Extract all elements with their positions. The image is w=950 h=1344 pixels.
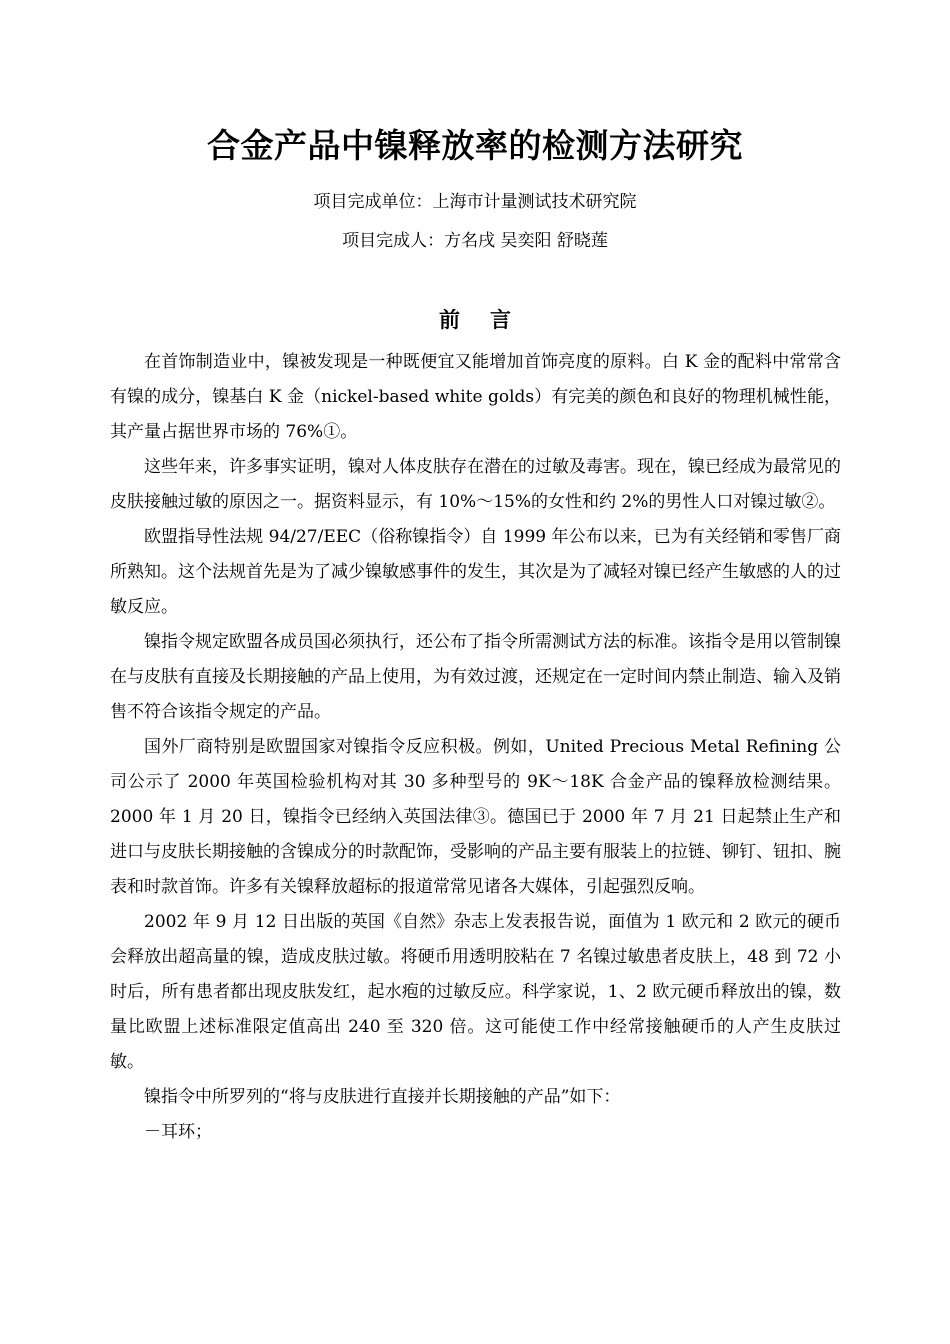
paragraph-7: 镍指令中所罗列的“将与皮肤进行直接并长期接触的产品”如下： <box>144 1087 621 1107</box>
paragraph-1: 在首饰制造业中，镍被发现是一种既便宜又能增加首饰亮度的原料。白 K 金的配料中常常含有镍的成分，镍基白 K 金（nickel-based white golds）有完美的颜色和良好的物理机械性能，其产量占据世界市场的 76%①。 <box>110 352 841 442</box>
paragraph-3: 欧盟指导性法规 94/27/EEC（俗称镍指令）自 1999 年公布以来，已为有关经销和零售厂商所熟知。这个法规首先是为了减少镍敏感事件的发生，其次是为了减轻对镍已经产生敏感的人的过敏反应。 <box>110 527 841 617</box>
paragraph-6: 2002 年 9 月 12 日出版的英国《自然》杂志上发表报告说，面值为 1 欧元和 2 欧元的硬币会释放出超高量的镍，造成皮肤过敏。将硬币用透明胶粘在 7 名镍过敏患者皮肤上，48 到 72 小时后，所有患者都出现皮肤发红，起水疱的过敏反应。科学家说，1、2 欧元硬币释放出的镍，数量比欧盟上述标准限定值高出 240 至 320 倍。这可能使工作中经常接触硬币的人产生皮肤过敏。 <box>110 912 841 1072</box>
section-heading-preface: 前言 <box>439 308 541 332</box>
project-people-line: 项目完成人：方名戌 吴奕阳 舒晓莲 <box>342 231 608 251</box>
document-title: 合金产品中镍释放率的检测方法研究 <box>207 126 743 165</box>
paragraph-4: 镍指令规定欧盟各成员国必须执行，还公布了指令所需测试方法的标准。该指令是用以管制镍在与皮肤有直接及长期接触的产品上使用，为有效过渡，还规定在一定时间内禁止制造、输入及销售不符合该指令规定的产品。 <box>110 632 841 722</box>
document-body <box>110 345 841 1150</box>
paragraph-2: 这些年来，许多事实证明，镍对人体皮肤存在潜在的过敏及毒害。现在，镍已经成为最常见的皮肤接触过敏的原因之一。据资料显示，有 10%～15%的女性和约 2%的男性人口对镍过敏②。 <box>110 457 841 512</box>
project-unit-line: 项目完成单位：上海市计量测试技术研究院 <box>313 192 637 212</box>
paragraph-5: 国外厂商特别是欧盟国家对镍指令反应积极。例如，United Precious Metal Refining 公司公示了 2000 年英国检验机构对其 30 多种型号的 9K～18K 合金产品的镍释放检测结果。2000 年 1 月 20 日，镍指令已经纳入英国法律③。德国已于 2000 年 7 月 21 日起禁止生产和进口与皮肤长期接触的含镍成分的时款配饰，受影响的产品主要有服装上的拉链、铆钉、钮扣、腕表和时款首饰。许多有关镍释放超标的报道常常见诸各大媒体，引起强烈反响。 <box>110 737 841 897</box>
list-item-earrings: －耳环； <box>144 1122 212 1142</box>
